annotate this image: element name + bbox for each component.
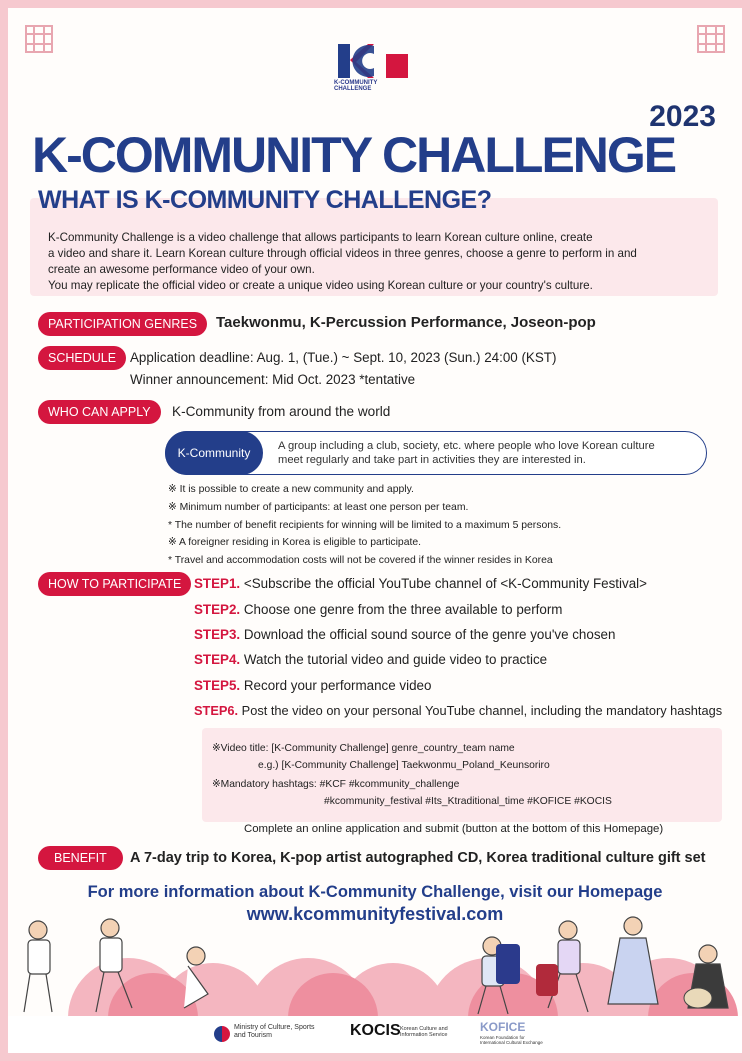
step-6: STEP6. Post the video on your personal YouTube channel, including the mandatory hashtags	[194, 703, 723, 718]
korea-emblem-icon	[214, 1026, 230, 1042]
performers-illustration	[8, 908, 742, 1018]
year-label: 2023	[649, 100, 716, 133]
intro-line: a video and share it. Learn Korean culture through official videos in three genres, choose a genre to perform in and	[48, 247, 637, 260]
hashtag-box	[202, 728, 722, 822]
k-community-logo	[334, 40, 414, 100]
intro-line: You may replicate the official video or create a unique video using Korean culture or your country's culture.	[48, 279, 593, 292]
note-item: * Travel and accommodation costs will not be covered if the winner resides in Korea	[168, 555, 553, 567]
hashtags-line: #kcommunity_festival #Its_Ktraditional_time #KOFICE #KOCIS	[324, 796, 612, 807]
who-tag: WHO CAN APPLY	[38, 400, 161, 424]
video-title-rule: ※Video title: [K-Community Challenge] genre_country_team name	[212, 743, 515, 754]
knot-ornament-icon	[694, 22, 728, 56]
more-info: For more information about K-Community Challenge, visit our Homepage	[87, 883, 663, 901]
step-4: STEP4. Watch the tutorial video and guide video to practice	[194, 652, 548, 667]
definition-line: meet regularly and take part in activities they are interested in.	[278, 454, 586, 466]
how-tag: HOW TO PARTICIPATE	[38, 572, 191, 596]
ministry-logo: Ministry of Culture, Sports and Tourism	[234, 1024, 315, 1039]
hashtags-line: ※Mandatory hashtags: #KCF #kcommunity_challenge	[212, 779, 460, 790]
definition-line: A group including a club, society, etc. where people who love Korean culture	[278, 440, 655, 452]
step-1: STEP1. <Subscribe the official YouTube channel of <K-Community Festival>	[194, 576, 647, 591]
benefit-tag: BENEFIT	[38, 846, 123, 870]
k-community-definition	[165, 431, 707, 475]
section-title: WHAT IS K-COMMUNITY CHALLENGE?	[38, 186, 492, 214]
benefit-value: A 7-day trip to Korea, K-pop artist autographed CD, Korea traditional culture gift set	[130, 850, 706, 866]
genres-tag: PARTICIPATION GENRES	[38, 312, 207, 336]
page-title: K-COMMUNITY CHALLENGE	[32, 127, 676, 183]
kofice-logo: KOFICE	[480, 1020, 526, 1034]
homepage-link[interactable]: www.kcommunityfestival.com	[246, 904, 504, 924]
footer-logos	[8, 1016, 742, 1053]
complete-note: Complete an online application and submit (button at the bottom of this Homepage)	[244, 823, 664, 835]
poster	[8, 8, 742, 1053]
logo-line: CHALLENGE	[334, 86, 372, 92]
step-2: STEP2. Choose one genre from the three available to perform	[194, 602, 563, 617]
kocis-logo: KOCIS	[350, 1022, 401, 1039]
knot-ornament-icon	[22, 22, 56, 56]
video-title-example: e.g.) [K-Community Challenge] Taekwonmu_Poland_Keunsoriro	[258, 760, 550, 771]
step-5: STEP5. Record your performance video	[194, 678, 432, 693]
intro-line: create an awesome performance video of your own.	[48, 263, 315, 276]
genres-value: Taekwonmu, K-Percussion Performance, Joseon-pop	[216, 314, 596, 331]
note-item: ※ It is possible to create a new community and apply.	[168, 484, 414, 495]
notes-list	[168, 481, 728, 570]
note-item: ※ A foreigner residing in Korea is eligible to participate.	[168, 537, 422, 549]
note-item: ※ Minimum number of participants: at least one person per team.	[168, 501, 469, 513]
who-value: K-Community from around the world	[172, 404, 391, 419]
kofice-sub: Korean Foundation for International Cultural Exchange	[480, 1035, 543, 1045]
note-item: * The number of benefit recipients for winning will be limited to a maximum 5 persons.	[168, 519, 562, 531]
kocis-sub: Korean Culture and Information Service	[400, 1026, 448, 1038]
k-community-pill: K-Community	[165, 431, 263, 475]
step-3: STEP3. Download the official sound source of the genre you've chosen	[194, 627, 616, 642]
intro-line: K-Community Challenge is a video challenge that allows participants to learn Korean culture online, create	[48, 231, 593, 244]
schedule-deadline: Application deadline: Aug. 1, (Tue.) ~ Sept. 10, 2023 (Sun.) 24:00 (KST)	[130, 350, 557, 365]
logo-line: K-COMMUNITY	[334, 80, 378, 86]
schedule-tag: SCHEDULE	[38, 346, 126, 370]
schedule-announcement: Winner announcement: Mid Oct. 2023 *tentative	[130, 372, 416, 387]
